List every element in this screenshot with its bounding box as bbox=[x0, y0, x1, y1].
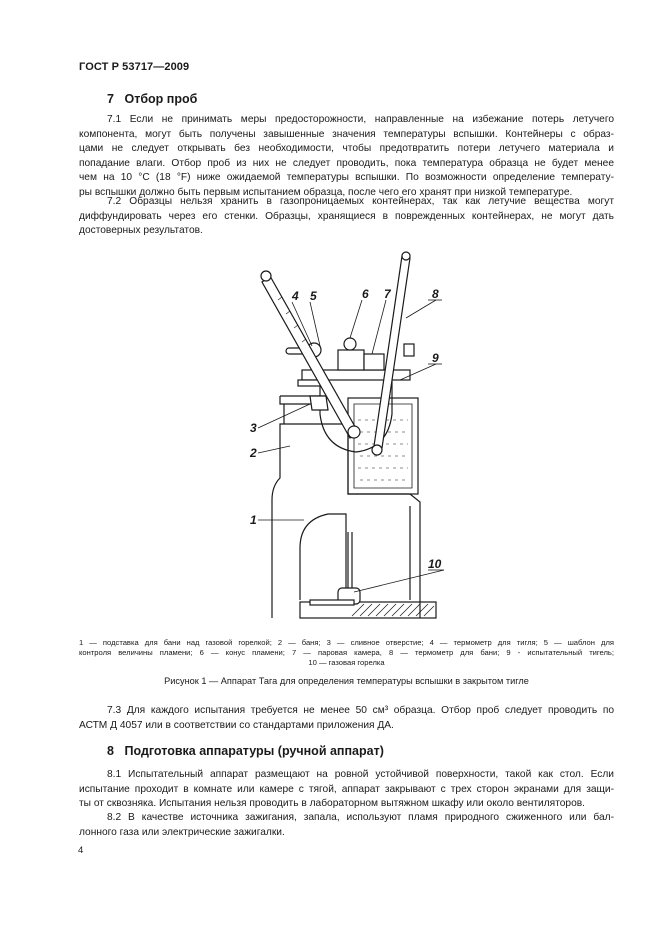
figure-label-6: 6 bbox=[362, 287, 369, 301]
legend-line: контроля величины пламени; 6 — конус пламени; 7 — паровая камера, 8 — термометр для бани; 9 - испытательный тигель; bbox=[79, 648, 614, 657]
section-7-heading: Отбор проб bbox=[124, 92, 198, 106]
cup-thermometer-bulb bbox=[348, 426, 360, 438]
text-line: АСТМ Д 4057 или в соответствии со стандартами приложения ДА. bbox=[79, 719, 394, 731]
text-line: ры вспышки должно быть первым испытанием образца, после чего его хранят при низкой температуре. bbox=[79, 186, 573, 198]
section-8-title bbox=[107, 744, 384, 758]
thermometer-clamp bbox=[404, 344, 414, 356]
figure-label-7: 7 bbox=[384, 287, 391, 301]
paragraph-7-3 bbox=[79, 704, 614, 733]
text-line: 7.2 Образцы нельзя хранить в газопроницаемых контейнерах, так как летучие вещества могут bbox=[107, 196, 614, 207]
text-line: лонного газа или электрические зажигалки. bbox=[79, 826, 285, 838]
figure-label-9: 9 bbox=[432, 351, 439, 365]
flame-cone bbox=[344, 338, 356, 350]
legend-line: 1 — подставка для бани над газовой горелкой; 2 — баня; 3 — сливное отверстие; 4 — термометр для тигля; 5 — шаблон для bbox=[79, 638, 614, 647]
document-header: ГОСТ Р 53717—2009 bbox=[79, 61, 190, 73]
cup-thermometer-top bbox=[261, 271, 271, 281]
text-line: диффундировать через его стенки. Образцы, хранящиеся в поврежденных контейнерах, не могут дать bbox=[79, 210, 614, 222]
figure-caption: Рисунок 1 — Аппарат Тага для определения температуры вспышки в закрытом тигле bbox=[164, 676, 529, 686]
figure-label-4: 4 bbox=[292, 289, 299, 303]
text-line: достоверных результатов. bbox=[79, 225, 203, 237]
text-line: компонента, могут быть получены завышенные значения температуры вспышки. Контейнеры с образ- bbox=[79, 128, 614, 140]
paragraph-8-2 bbox=[79, 811, 614, 840]
text-line: цами не следует открывать без необходимости, чтобы предотвратить потери летучего материала и bbox=[79, 143, 614, 155]
legend-line: 10 — газовая горелка bbox=[308, 658, 385, 667]
section-8-number: 8 bbox=[107, 744, 114, 758]
text-line: попадание влаги. Отбор проб из них не следует проводить, пока температура образца не будет менее bbox=[79, 157, 614, 169]
bath-thermometer-top bbox=[402, 252, 410, 260]
figure-label-2: 2 bbox=[250, 446, 257, 460]
figure-tag-apparatus bbox=[240, 244, 440, 632]
paragraph-7-2 bbox=[79, 195, 614, 239]
text-line: 7.1 Если не принимать меры предосторожности, направленные на избежание потерь летучего bbox=[107, 114, 614, 125]
steam-chamber bbox=[364, 354, 384, 370]
bath-thermometer-bulb bbox=[372, 445, 382, 455]
paragraph-8-1 bbox=[79, 768, 614, 812]
figure-label-3: 3 bbox=[250, 421, 257, 435]
burner-base bbox=[310, 600, 354, 605]
flame-cone-housing bbox=[338, 350, 364, 370]
text-line: 8.2 В качестве источника зажигания, запала, используют пламя природного сжиженного или бал- bbox=[107, 812, 614, 823]
text-line: испытание проходит в комнате или камере с тягой, аппарат закрывают с трех сторон экранами для защи- bbox=[79, 783, 614, 795]
section-7-number: 7 bbox=[107, 92, 114, 106]
figure-label-10: 10 bbox=[428, 557, 442, 571]
text-line: 7.3 Для каждого испытания требуется не менее 50 см³ образца. Отбор проб следует проводить по bbox=[107, 705, 614, 716]
text-line: ты от сквозняка. Испытания нельзя проводить в лабораторном вытяжном шкафу или около вентиляторов. bbox=[79, 798, 585, 810]
figure-label-8: 8 bbox=[432, 287, 439, 301]
paragraph-7-1 bbox=[79, 113, 614, 201]
section-8-heading: Подготовка аппаратуры (ручной аппарат) bbox=[124, 744, 384, 758]
section-7-title bbox=[107, 92, 197, 106]
stand-opening bbox=[300, 514, 346, 600]
figure-label-1: 1 bbox=[250, 513, 257, 527]
text-line: чем на 10 °С (18 °F) ниже ожидаемой температуры вспышки. По возможности определение температу- bbox=[79, 172, 614, 184]
text-line: 8.1 Испытательный аппарат размещают на ровной устойчивой поверхности, такой как стол. Если bbox=[107, 769, 614, 780]
page-number: 4 bbox=[78, 845, 84, 856]
figure-label-5: 5 bbox=[310, 289, 317, 303]
drain-opening bbox=[310, 396, 328, 410]
figure-legend bbox=[79, 638, 614, 668]
